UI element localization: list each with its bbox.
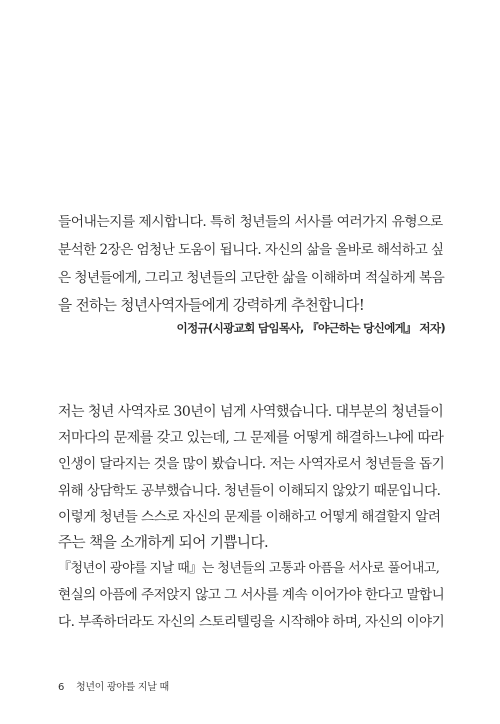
page-footer xyxy=(58,678,169,693)
endorsement-line: 은 청년들에게, 그리고 청년들의 고단한 삶을 이해하며 적실하게 복음 xyxy=(58,270,445,286)
endorsement-line: 을 전하는 청년사역자들에게 강력하게 추천합니다! xyxy=(58,297,365,314)
endorsement-line: 들어내는지를 제시합니다. 특히 청년들의 서사를 여러가지 유형으로 xyxy=(58,214,443,230)
preface-line: 이렇게 청년들 스스로 자신의 문제를 이해하고 어떻게 해결할지 알려 xyxy=(58,508,441,525)
endorsement-attribution: 이정규(시광교회 담임목사, 『야근하는 당신에게』 저자) xyxy=(176,321,445,335)
endorsement-line: 분석한 2장은 엄청난 도움이 됩니다. 자신의 삶을 올바로 해석하고 싶 xyxy=(58,242,444,258)
preface-line: 다. 부족하더라도 자신의 스토리텔링을 시작해야 하며, 자신의 이야기 xyxy=(58,613,445,630)
page-number: 6 xyxy=(58,682,65,693)
preface-line: 저는 청년 사역자로 30년이 넘게 사역했습니다. 대부분의 청년들이 xyxy=(58,404,444,420)
preface-line: 위해 상담학도 공부했습니다. 청년들이 이해되지 않았기 때문입니다. xyxy=(58,482,441,499)
preface-line: 인생이 달라지는 것을 많이 봤습니다. 저는 사역자로서 청년들을 돕기 xyxy=(58,456,445,473)
preface-line: 현실의 아픔에 주저앉지 않고 그 서사를 계속 이어가야 한다고 말합니 xyxy=(58,587,445,604)
preface-paragraph xyxy=(58,399,445,635)
endorsement-paragraph xyxy=(58,208,445,320)
preface-line: 저마다의 문제를 갖고 있는데, 그 문제를 어떻게 해결하느냐에 따라 xyxy=(58,430,444,447)
preface-line: 주는 책을 소개하게 되어 기쁩니다. xyxy=(58,533,269,551)
running-title: 청년이 광야를 지날 때 xyxy=(75,682,169,693)
preface-line: 『청년이 광야를 지날 때』는 청년들의 고통과 아픔을 서사로 풀어내고, xyxy=(58,561,440,577)
